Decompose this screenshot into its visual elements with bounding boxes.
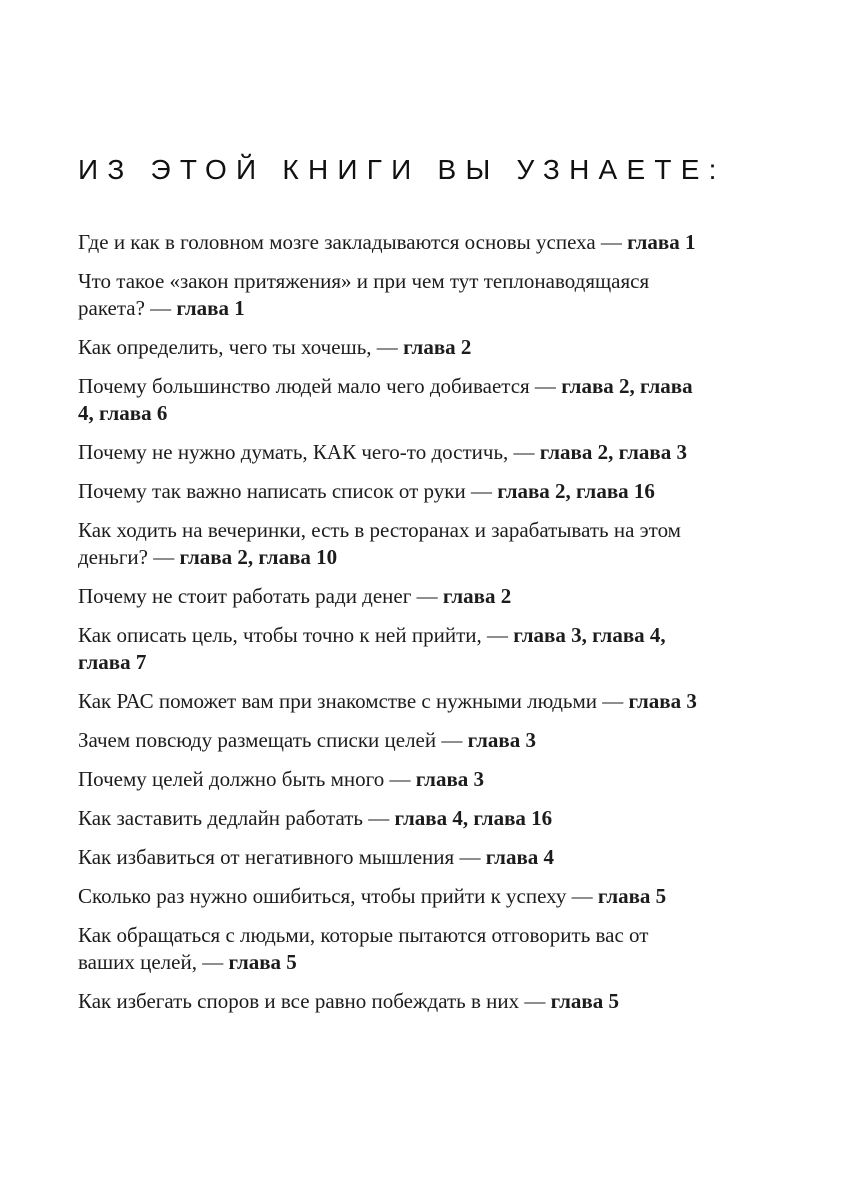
item-chapter-refs: глава 3	[415, 767, 485, 791]
item-text: Почему целей должно быть много —	[78, 767, 416, 791]
item-text: Как заставить дедлайн работать —	[78, 806, 395, 830]
item-text: Как избегать споров и все равно побеждать в них —	[78, 989, 551, 1013]
list-item	[78, 268, 710, 322]
item-text: Сколько раз нужно ошибиться, чтобы прийти к успеху —	[78, 884, 598, 908]
list-item	[78, 373, 710, 427]
list-item	[78, 766, 710, 793]
list-item	[78, 517, 710, 571]
list-item	[78, 583, 710, 610]
item-text: Как избавиться от негативного мышления —	[78, 845, 486, 869]
item-chapter-refs: глава 2, глава 10	[179, 545, 338, 569]
item-text: Зачем повсюду размещать списки целей —	[78, 728, 468, 752]
item-chapter-refs: глава 2, глава 3	[539, 440, 687, 464]
list-item	[78, 883, 710, 910]
learn-list	[78, 229, 710, 1015]
item-chapter-refs: глава 2, глава 4, глава 6	[78, 374, 693, 425]
item-chapter-refs: глава 4	[485, 845, 555, 869]
item-text: Что такое «закон притяжения» и при чем тут теплонаводящаяся ракета? —	[78, 269, 650, 320]
page-title: ИЗ ЭТОЙ КНИГИ ВЫ УЗНАЕТЕ:	[78, 154, 726, 185]
item-text: Почему не нужно думать, КАК чего-то достичь, —	[78, 440, 540, 464]
item-text: Как определить, чего ты хочешь, —	[78, 335, 404, 359]
item-chapter-refs: глава 2, глава 16	[497, 479, 655, 503]
item-text: Почему большинство людей мало чего добивается —	[78, 374, 562, 398]
item-chapter-refs: глава 5	[228, 950, 297, 974]
list-item	[78, 922, 710, 976]
item-text: Как обращаться с людьми, которые пытаются отговорить вас от ваших целей, —	[78, 923, 649, 974]
item-chapter-refs: глава 3, глава 4, глава 7	[78, 623, 666, 674]
list-item	[78, 844, 710, 871]
item-text: Почему не стоит работать ради денег —	[78, 584, 443, 608]
item-chapter-refs: глава 3	[628, 689, 697, 713]
item-text: Почему так важно написать список от руки —	[78, 479, 498, 503]
item-chapter-refs: глава 1	[176, 296, 245, 320]
item-text: Как описать цель, чтобы точно к ней прийти, —	[78, 623, 514, 647]
item-chapter-refs: глава 2	[403, 335, 472, 359]
item-text: Как РАС поможет вам при знакомстве с нужными людьми —	[78, 689, 629, 713]
list-item	[78, 727, 710, 754]
list-item	[78, 805, 710, 832]
list-item	[78, 622, 710, 676]
item-chapter-refs: глава 5	[550, 989, 619, 1013]
item-chapter-refs: глава 4, глава 16	[394, 806, 553, 830]
item-chapter-refs: глава 2	[442, 584, 512, 608]
list-item	[78, 229, 710, 256]
item-chapter-refs: глава 5	[597, 884, 667, 908]
list-item	[78, 334, 710, 361]
list-item	[78, 688, 710, 715]
page-content	[78, 154, 726, 1027]
item-text: Где и как в головном мозге закладываются основы успеха —	[78, 230, 628, 254]
list-item	[78, 988, 710, 1015]
item-chapter-refs: глава 1	[627, 230, 696, 254]
list-item	[78, 478, 710, 505]
item-text: Как ходить на вечеринки, есть в ресторанах и зарабатывать на этом деньги? —	[78, 518, 681, 569]
item-chapter-refs: глава 3	[467, 728, 536, 752]
list-item	[78, 439, 710, 466]
